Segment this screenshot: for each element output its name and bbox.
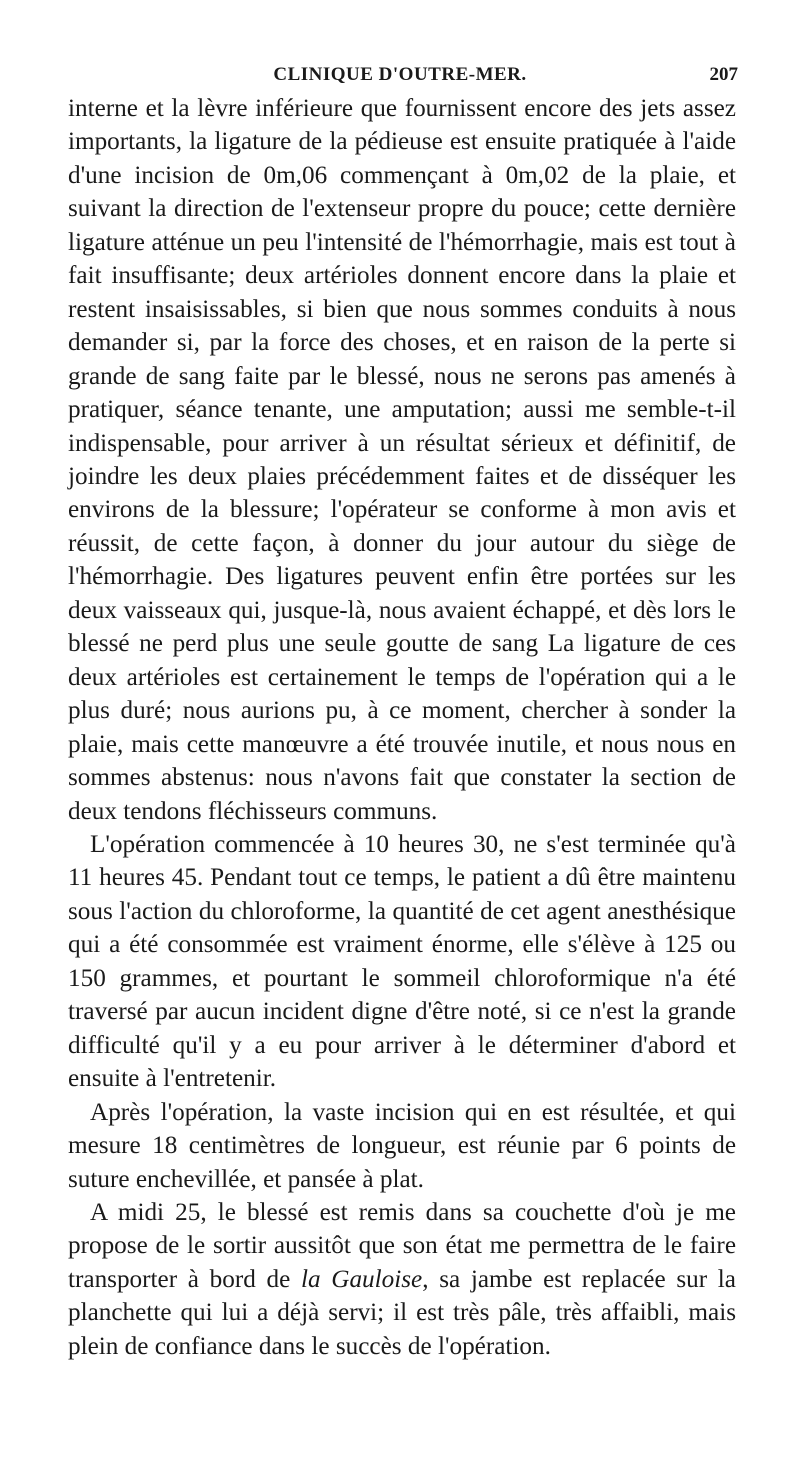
running-head bbox=[0, 60, 800, 90]
body-text bbox=[68, 92, 736, 1363]
paragraph-noon-transfer bbox=[68, 1196, 736, 1363]
ship-name: la Gauloise bbox=[300, 1265, 423, 1293]
paragraph-operation-duration: L'opération commencée à 10 heures 30, ne s'est terminée qu'à 11 heures 45. Pendant tout ce temps, le patient a dû être maintenu sous l'action du chloroforme, la quantité de cet agent anesthésique qui a été consommée est vraiment énorme, elle s'élève à 125 ou 150 grammes, et pourtant le sommeil chloroformique n'a été traversé par aucun incident digne d'être noté, si ce n'est la grande difficulté qu'il y a eu pour arriver à le déterminer d'abord et ensuite à l'entretenir. bbox=[68, 830, 736, 1093]
paragraph-noon-transfer-start: A midi 25, le blessé est remis dans sa couchette d'où je me propose de le sortir aussitôt que son état me permettra de le faire transporter à bord de bbox=[68, 1198, 736, 1293]
page-number: 207 bbox=[709, 64, 738, 85]
paragraph-noon-transfer-end: , sa jambe est replacée sur la planchette qui lui a déjà servi; il est très pâle, très affaibli, mais plein de confiance dans le succès de l'opération. bbox=[68, 1265, 736, 1360]
running-head-title: CLINIQUE D'OUTRE-MER. bbox=[273, 64, 527, 85]
paragraph-after-operation: Après l'opération, la vaste incision qui en est résultée, et qui mesure 18 centimètres de longueur, est réunie par 6 points de suture enchevillée, et pansée à plat. bbox=[68, 1098, 736, 1193]
paragraph-hemorrhage-ligature: interne et la lèvre inférieure que fournissent encore des jets assez importants, la ligature de la pédieuse est ensuite pratiquée à l'aide d'une incision de 0m,06 commençant à 0m,02 de la plaie, et suivant la direction de l'extenseur propre du pouce; cette dernière ligature atténue un peu l'intensité de l'hémorrhagie, mais est tout à fait insuffisante; deux artérioles donnent encore dans la plaie et restent insaisissables, si bien que nous sommes conduits à nous demander si, par la force des choses, et en raison de la perte si grande de sang faite par le blessé, nous ne serons pas amenés à pratiquer, séance tenante, une amputation; aussi me semble-t-il indispensable, pour arriver à un résultat sérieux et définitif, de joindre les deux plaies précédemment faites et de disséquer les environs de la blessure; l'opérateur se conforme à mon avis et réussit, de cette façon, à donner du jour autour du siège de l'hémorrhagie. Des ligatures peuvent enfin être portées sur les deux vaisseaux qui, jusque-là, nous avaient échappé, et dès lors le blessé ne perd plus une seule goutte de sang La ligature de ces deux artérioles est certainement le temps de l'opération qui a le plus duré; nous aurions pu, à ce moment, chercher à sonder la plaie, mais cette manœuvre a été trouvée inutile, et nous nous en sommes abstenus: nous n'avons fait que constater la section de deux tendons fléchisseurs communs. bbox=[68, 95, 736, 825]
